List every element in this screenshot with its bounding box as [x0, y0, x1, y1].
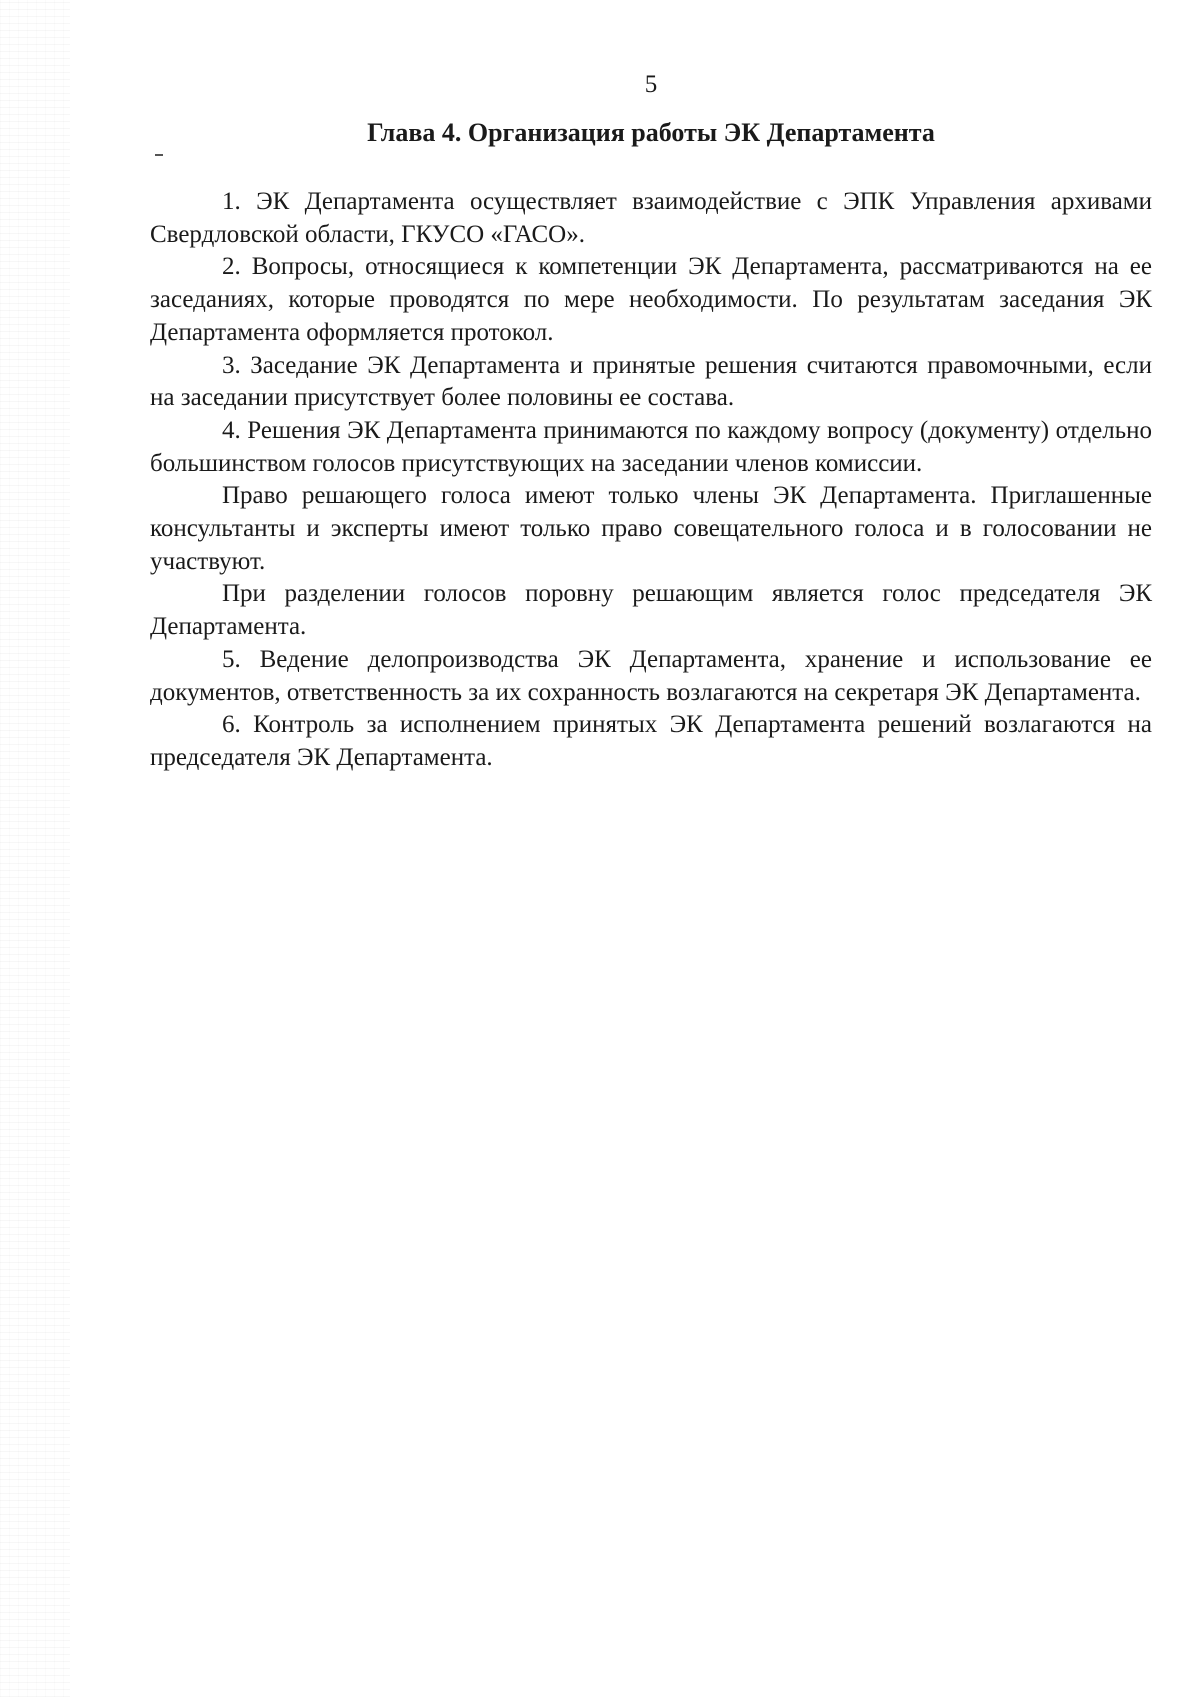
scan-edge-noise	[0, 0, 70, 1697]
dash-mark	[155, 154, 163, 156]
paragraph-2: 2. Вопросы, относящиеся к компетенции ЭК Департамента, рассматриваются на ее заседаниях, которые проводятся по мере необходимости. По результатам заседания ЭК Департамента оформляется протокол.	[150, 253, 1152, 346]
paragraph-5: 5. Ведение делопроизводства ЭК Департамента, хранение и использование ее документов, ответственность за их сохранность возлагаются на секретаря ЭК Департамента.	[150, 645, 1152, 706]
paragraph-1: 1. ЭК Департамента осуществляет взаимодействие с ЭПК Управления архивами Свердловской области, ГКУСО «ГАСО».	[150, 188, 1152, 248]
paragraph-6: 6. Контроль за исполнением принятых ЭК Департамента решений возлагаются на председателя ЭК Департамента.	[150, 711, 1152, 771]
page-number: 5	[644, 71, 658, 98]
paragraph-4-tie-vote: При разделении голосов поровну решающим является голос председателя ЭК Департамента.	[150, 580, 1152, 641]
chapter-title: Глава 4. Организация работы ЭК Департамента	[367, 118, 935, 147]
document-body	[150, 186, 1152, 775]
paragraph-4-voting-rights: Право решающего голоса имеют только члены ЭК Департамента. Приглашенные консультанты и эксперты имеют только право совещательного голоса и в голосовании не участвуют.	[150, 482, 1152, 575]
paragraph-3: 3. Заседание ЭК Департамента и принятые решения считаются правомочными, если на заседании присутствует более половины ее состава.	[150, 351, 1152, 412]
paragraph-4: 4. Решения ЭК Департамента принимаются по каждому вопросу (документу) отдельно большинством голосов присутствующих на заседании членов комиссии.	[150, 416, 1152, 477]
